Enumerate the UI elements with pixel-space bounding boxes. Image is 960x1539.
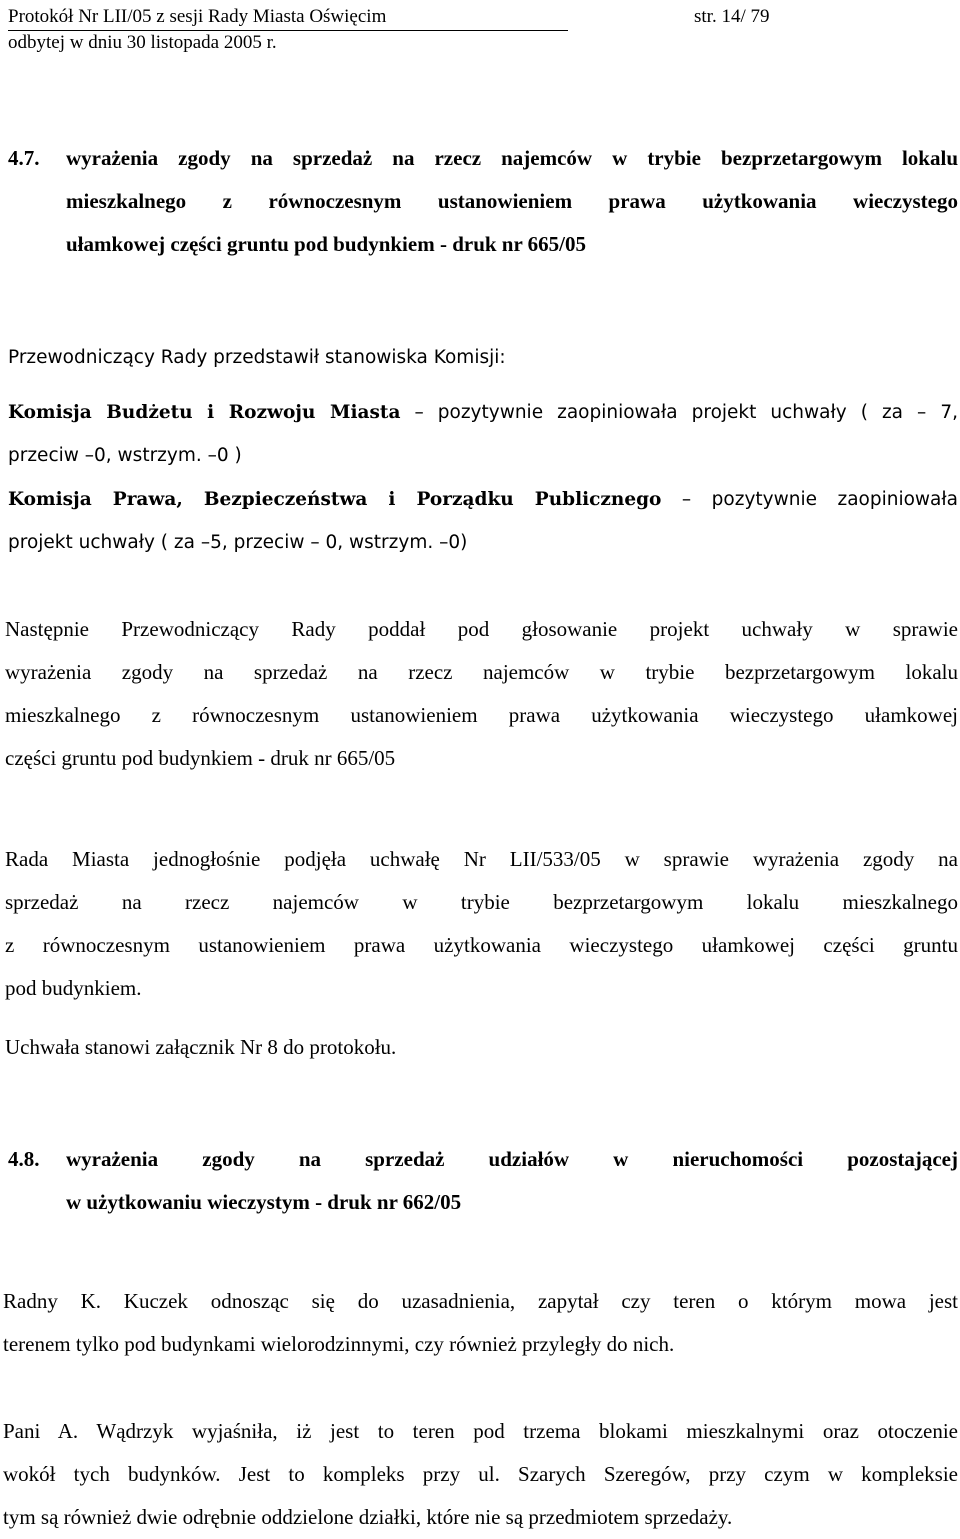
- vote-paragraph: [5, 608, 958, 780]
- paragraph-line: terenem tylko pod budynkami wielorodzinnymi, czy również przyległy do nich.: [3, 1332, 675, 1356]
- paragraph-line: Radny K. Kuczek odnosząc się do uzasadnienia, zapytał czy teren o którym mowa jest: [3, 1289, 958, 1313]
- paragraph-line: Rada Miasta jednogłośnie podjęła uchwałę Nr LII/533/05 w sprawie wyrażenia zgody na: [5, 847, 958, 871]
- attachment-note: [5, 1026, 958, 1069]
- paragraph-line: sprzedaż na rzecz najemców w trybie bezprzetargowym lokalu mieszkalnego: [5, 890, 958, 914]
- protocol-title: Protokół Nr LII/05 z sesji Rady Miasta Oświęcim: [8, 4, 568, 31]
- paragraph-line: części gruntu pod budynkiem - druk nr 665/05: [5, 746, 396, 770]
- section-number: 4.8.: [8, 1147, 40, 1171]
- committee-opinion-law: [8, 478, 958, 564]
- committee-opinion: – pozytywnie zaopiniowała: [681, 489, 958, 510]
- committee-intro: [8, 336, 958, 379]
- committee-line: [8, 478, 958, 521]
- paragraph-line: wyrażenia zgody na sprzedaż na rzecz najemców w trybie bezprzetargowym lokalu: [5, 660, 958, 684]
- committee-opinion: – pozytywnie zaopiniowała projekt uchwały ( za – 7,: [414, 402, 958, 423]
- page-number: str. 14/ 79: [694, 6, 770, 27]
- paragraph-line: mieszkalnego z równoczesnym ustanowieniem prawa użytkowania wieczystego ułamkowej: [5, 703, 958, 727]
- section-title-line: wyrażenia zgody na sprzedaż na rzecz najemców w trybie bezprzetargowym lokalu: [66, 146, 958, 170]
- committee-opinion-budget: [8, 391, 958, 477]
- section-title-line: wyrażenia zgody na sprzedaż udziałów w nieruchomości pozostającej: [66, 1147, 958, 1171]
- paragraph-line: Pani A. Wądrzyk wyjaśniła, iż jest to teren pod trzema blokami mieszkalnymi oraz otoczenie: [3, 1419, 958, 1443]
- committee-intro-text: Przewodniczący Rady przedstawił stanowiska Komisji:: [8, 347, 506, 368]
- attachment-text: Uchwała stanowi załącznik Nr 8 do protokołu.: [5, 1035, 397, 1059]
- committee-name: Komisja Prawa, Bezpieczeństwa i Porządku Publicznego: [8, 489, 662, 510]
- page-header: [8, 4, 956, 56]
- section-number: 4.7.: [8, 146, 40, 170]
- section-title-line: w użytkowaniu wieczystym - druk nr 662/05: [66, 1190, 462, 1214]
- paragraph-line: pod budynkiem.: [5, 976, 142, 1000]
- kuczek-paragraph: [3, 1280, 958, 1366]
- committee-votes: projekt uchwały ( za –5, przeciw – 0, wstrzym. –0): [8, 532, 468, 553]
- wadrzyk-paragraph: [3, 1410, 958, 1539]
- section-title-line: mieszkalnego z równoczesnym ustanowieniem prawa użytkowania wieczystego: [66, 189, 958, 213]
- section-4-7-heading: [8, 137, 958, 266]
- committee-name: Komisja Budżetu i Rozwoju Miasta: [8, 402, 401, 423]
- session-date: odbytej w dniu 30 listopada 2005 r.: [8, 32, 277, 53]
- committee-votes: przeciw –0, wstrzym. –0 ): [8, 445, 242, 466]
- paragraph-line: tym są również dwie odrębnie oddzielone działki, które nie są przedmiotem sprzedaży.: [3, 1505, 733, 1529]
- section-title-line: ułamkowej części gruntu pod budynkiem - druk nr 665/05: [66, 232, 587, 256]
- section-4-8-heading: [8, 1138, 958, 1224]
- resolution-paragraph: [5, 838, 958, 1010]
- paragraph-line: wokół tych budynków. Jest to kompleks przy ul. Szarych Szeregów, przy czym w kompleksie: [3, 1462, 958, 1486]
- paragraph-line: z równoczesnym ustanowieniem prawa użytkowania wieczystego ułamkowej części gruntu: [5, 933, 958, 957]
- paragraph-line: Następnie Przewodniczący Rady poddał pod głosowanie projekt uchwały w sprawie: [5, 617, 958, 641]
- committee-line: [8, 391, 958, 434]
